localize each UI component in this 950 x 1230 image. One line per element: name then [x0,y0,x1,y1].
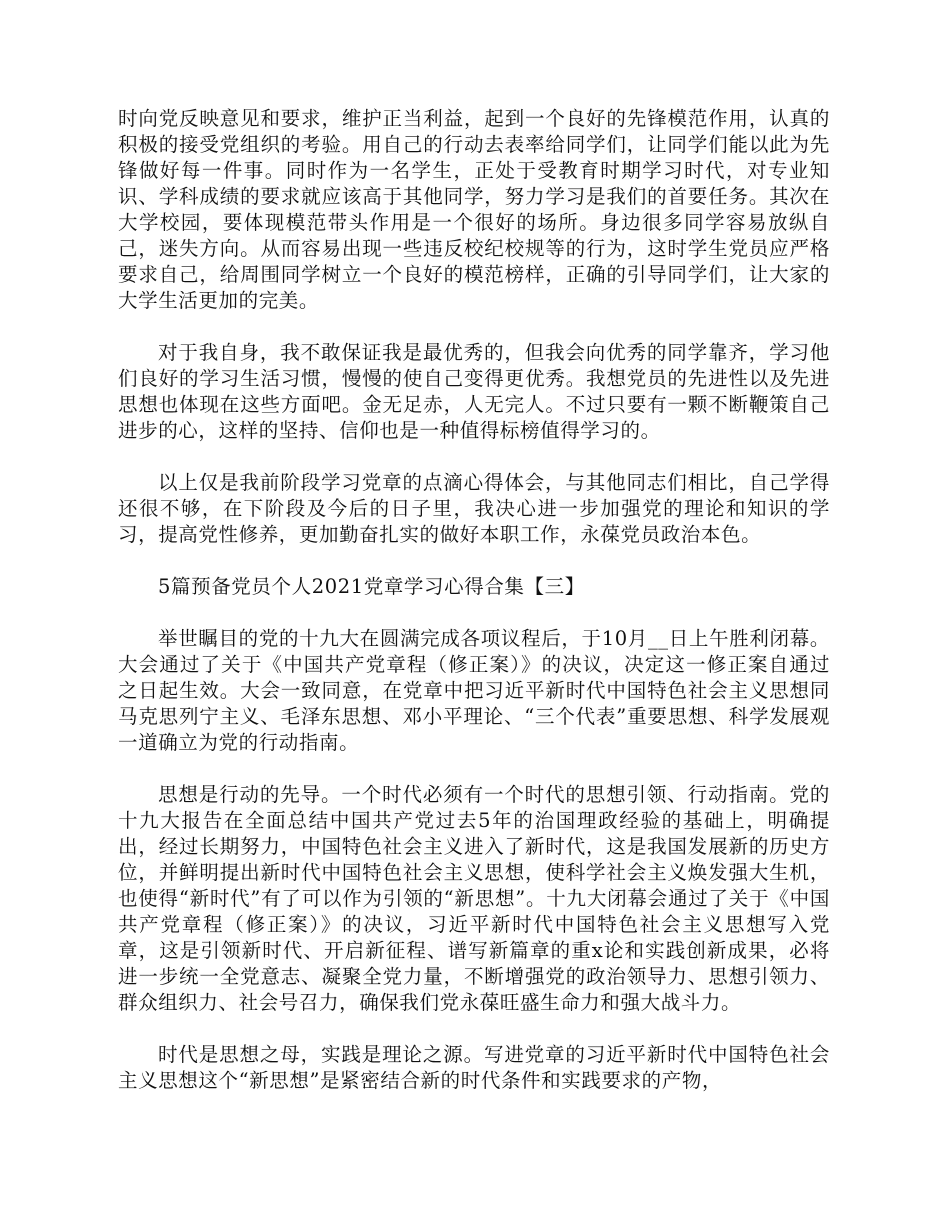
paragraph-era-thought: 时代是思想之母，实践是理论之源。写进党章的习近平新时代中国特色社会主义思想这个“新思想”是紧密结合新的时代条件和实践要求的产物， [118,1043,830,1092]
paragraph-congress-closing: 举世瞩目的党的十九大在圆满完成各项议程后，于10月__日上午胜利闭幕。大会通过了关于《中国共产党章程（修正案）》的决议，决定这一修正案自通过之日起生效。大会一致同意，在党章中把习近平新时代中国特色社会主义思想同马克思列宁主义、毛泽东思想、邓小平理论、“三个代表”重要思想、科学发展观一道确立为党的行动指南。 [118,627,830,754]
section-heading: 5篇预备党员个人2021党章学习心得合集【三】 [158,575,585,598]
paragraph-conclusion: 以上仅是我前阶段学习党章的点滴心得体会，与其他同志们相比，自己学得还很不够，在下阶段及今后的日子里，我决心进一步加强党的理论和知识的学习，提高党性修养，更加勤奋扎实的做好本职工作，永葆党员政治本色。 [118,471,830,546]
paragraph-thought-guide: 思想是行动的先导。一个时代必须有一个时代的思想引领、行动指南。党的十九大报告在全面总结中国共产党过去5年的治国理政经验的基础上，明确提出，经过长期努力，中国特色社会主义进入了新时代，这是我国发展新的历史方位，并鲜明提出新时代中国特色社会主义思想，使科学社会主义焕发强大生机，也使得“新时代”有了可以作为引领的“新思想”。十九大闭幕会通过了关于《中国共产党章程（修正案）》的决议，习近平新时代中国特色社会主义思想写入党章，这是引领新时代、开启新征程、谱写新篇章的重x论和实践创新成果，必将进一步统一全党意志、凝聚全党力量，不断增强党的政治领导力、思想引领力、群众组织力、社会号召力，确保我们党永葆旺盛生命力和强大战斗力。 [118,783,830,1014]
document-page [118,106,830,1094]
paragraph-self-reflection: 对于我自身，我不敢保证我是最优秀的，但我会向优秀的同学靠齐，学习他们良好的学习生活习惯，慢慢的使自己变得更优秀。我想党员的先进性以及先进思想也体现在这些方面吧。金无足赤，人无完人。不过只要有一颗不断鞭策自己进步的心，这样的坚持、信仰也是一种值得标榜值得学习的。 [118,341,830,442]
paragraph-continuation: 时向党反映意见和要求，维护正当利益，起到一个良好的先锋模范作用，认真的积极的接受党组织的考验。用自己的行动去表率给同学们，让同学们能以此为先锋做好每一件事。同时作为一名学生，正处于受教育时期学习时代，对专业知识、学科成绩的要求就应该高于其他同学，努力学习是我们的首要任务。其次在大学校园，要体现模范带头作用是一个很好的场所。身边很多同学容易放纵自己，迷失方向。从而容易出现一些违反校纪校规等的行为，这时学生党员应严格要求自己，给周围同学树立一个良好的模范榜样，正确的引导同学们，让大家的大学生活更加的完美。 [118,107,830,312]
